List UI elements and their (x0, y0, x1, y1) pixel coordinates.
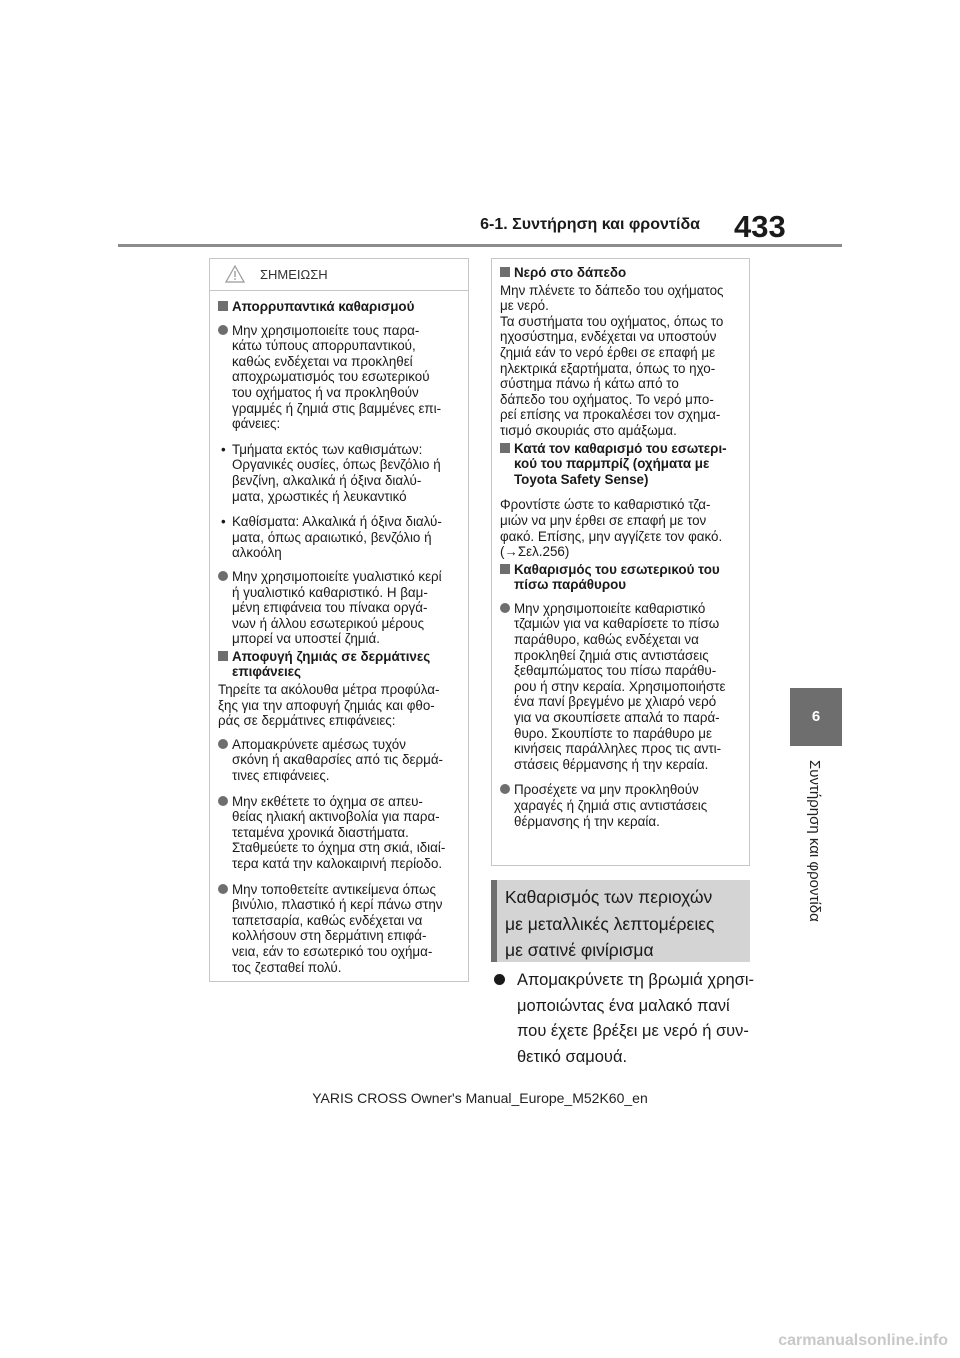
bullet-item: Μην χρησιμοποιείτε καθαριστικό τζαμιών για να καθαρίσετε το πίσω παράθυρο, καθώς ενδέχεται να προκληθεί ζημιά στις αντιστάσεις ξεθαμπώματος του πίσω παράθυ- ρου ή στην κεραία. Χρησιμοποιήστε ένα πανί βρεγμένο με χλιαρό νερό για να σκουπίσετε απαλά το παρά- θυρο. Σκουπίστε το παράθυρο με κινήσεις παράλληλες προς τις αντι- στάσεις θέρμανσης ή την κεραία. (500, 601, 741, 773)
square-marker-icon (500, 443, 510, 453)
square-marker-icon (500, 267, 510, 277)
section-heading: Νερό στο δάπεδο (500, 265, 741, 281)
bullet-dot-icon (218, 325, 228, 335)
bullet-dot-icon (218, 571, 228, 581)
note-title: ΣΗΜΕΙΩΣΗ (260, 267, 328, 282)
paragraph: Φροντίστε ώστε το καθαριστικό τζα- μιών να μην έρθει σε επαφή με τον φακό. Επίσης, μην αγγίζετε τον φακό. (→Σελ.256) (500, 497, 723, 560)
bullet-dot-icon (218, 884, 228, 894)
bullet-item: Προσέχετε να μην προκληθούν χαραγές ή ζημιά στις αντιστάσεις θέρμανσης ή την κεραία. (500, 782, 741, 829)
note-content (210, 291, 468, 975)
section-heading: Καθαρισμός του εσωτερικού του πίσω παράθυρου (500, 562, 741, 593)
note-header (210, 259, 468, 291)
bullet-item: Μην χρησιμοποιείτε γυαλιστικό κερί ή γυαλιστικό καθαριστικό. Η βαμ- μένη επιφάνεια του πίνακα οργά- νων ή άλλου εσωτερικού μέρους μπορεί να υποστεί ζημιά. (218, 569, 460, 647)
topic-heading: Καθαρισμός των περιοχών με μεταλλικές λεπτομέρειες με σατινέ φινίρισμα (491, 880, 750, 962)
sub-item: • Τμήματα εκτός των καθισμάτων: Οργανικές ουσίες, όπως βενζόλιο ή βενζίνη, αλκαλικά ή όξινα διαλύ- ματα, χρωστικές ή λευκαντικό (221, 441, 441, 504)
main-bullet-item: Απομακρύνετε τη βρωμιά χρησι- μοποιώντας ένα μαλακό πανί που έχετε βρέξει με νερό ή συν- θετικό σαμουά. (494, 968, 764, 1070)
bullet-dot-icon (500, 603, 510, 613)
bullet-item: Μην τοποθετείτε αντικείμενα όπως βινύλιο, πλαστικό ή κερί πάνω στην ταπετσαρία, καθώς ενδέχεται να κολλήσουν στη δερμάτινη επιφά- νεια, εάν το εσωτερικό του οχήμα- τος ζεσταθεί πολύ. (218, 882, 460, 976)
note-content (492, 259, 749, 829)
bullet-dot-icon (494, 974, 505, 985)
square-marker-icon (218, 651, 228, 661)
footer: YARIS CROSS Owner's Manual_Europe_M52K60_en (312, 1090, 648, 1106)
square-marker-icon (500, 564, 510, 574)
bullet-dot-icon (218, 796, 228, 806)
bullet-dot-icon (218, 739, 228, 749)
chapter-tab-label: Συντήρηση και φροντίδα (806, 760, 823, 922)
note-box-continued (491, 258, 750, 866)
chapter-tab: 6 (790, 688, 842, 746)
section-title: 6-1. Συντήρηση και φροντίδα (480, 216, 700, 233)
bullet-item: Απομακρύνετε αμέσως τυχόν σκόνη ή ακαθαρσίες από τις δερμά- τινες επιφάνειες. (218, 737, 460, 784)
note-box (209, 258, 469, 982)
paragraph: Τηρείτε τα ακόλουθα μέτρα προφύλα- ξης για την αποφυγή ζημιάς και φθο- ράς σε δερμάτινες επιφάνειες: (218, 682, 440, 729)
bullet-item: Μην εκθέτετε το όχημα σε απευ- θείας ηλιακή ακτινοβολία για παρα- τεταμένα χρονικά διαστήματα. Σταθμεύετε το όχημα στη σκιά, ιδιαί- τερα κατά την καλοκαιρινή περίοδο. (218, 794, 460, 872)
section-heading: Απορρυπαντικά καθαρισμού (218, 299, 460, 315)
sub-item: • Καθίσματα: Αλκαλικά ή όξινα διαλύ- ματα, όπως αραιωτικό, βενζόλιο ή αλκοόλη (221, 514, 442, 561)
header-rule (118, 244, 842, 247)
warning-icon (225, 265, 245, 283)
page-number: 433 (734, 209, 786, 244)
bullet-dot-icon (500, 784, 510, 794)
square-marker-icon (218, 301, 228, 311)
section-heading: Κατά τον καθαρισμό του εσωτερι- κού του παρμπρίζ (οχήματα με Toyota Safety Sense) (500, 441, 741, 488)
bullet-item: Μην χρησιμοποιείτε τους παρα- κάτω τύπους απορρυπαντικού, καθώς ενδέχεται να προκληθεί αποχρωματισμός του εσωτερικού του οχήματος ή να προκληθούν γραμμές ή ζημιά στις βαμμένες επι- φάνειες: (218, 323, 460, 432)
section-heading: Αποφυγή ζημιάς σε δερμάτινες επιφάνειες (218, 649, 460, 680)
paragraph: Μην πλένετε το δάπεδο του οχήματος με νερό. Τα συστήματα του οχήματος, όπως το ηχοσύστημα, ενδέχεται να υποστούν ζημιά εάν το νερό έρθει σε επαφή με ηλεκτρικά εξαρτήματα, όπως το ηχο- σύστημα πάνω ή κάτω από το δάπεδο του οχήματος. Το νερό μπο- ρεί επίσης να προκαλέσει τον σχημα- τισμό σκουριάς στο αμάξωμα. (500, 282, 724, 438)
watermark: carmanualsonline.info (778, 1332, 948, 1349)
